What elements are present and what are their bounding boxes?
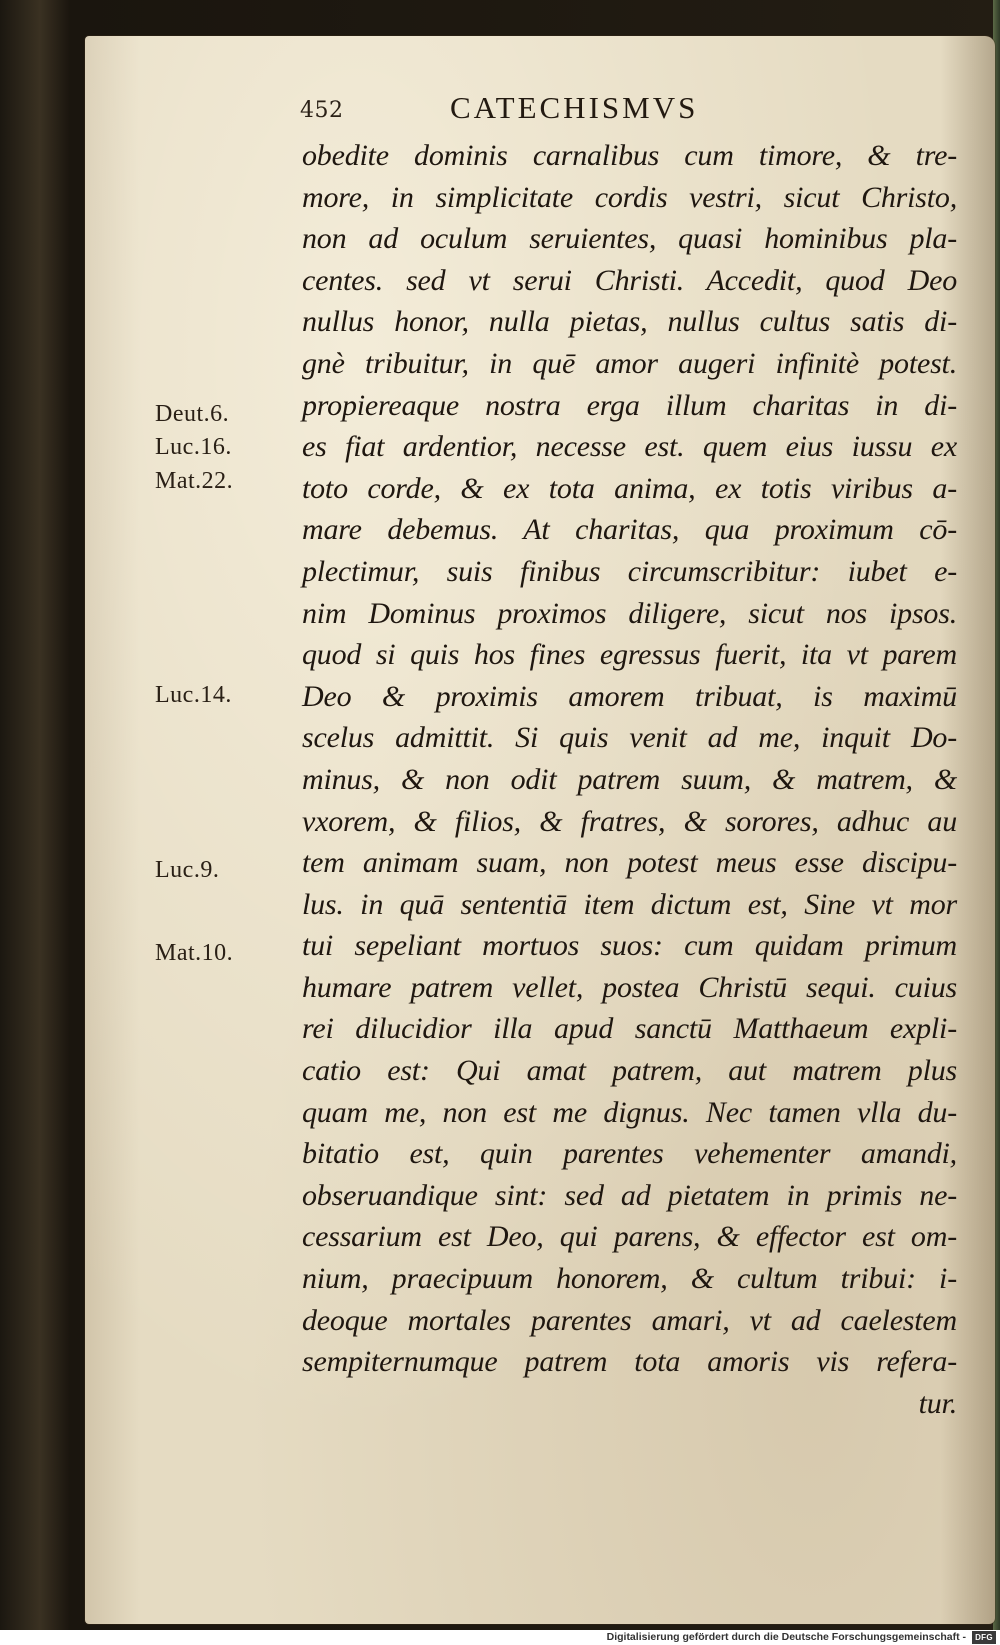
body-line: rei dilucidior illa apud sanctū Matthaeum expli- bbox=[302, 1012, 957, 1046]
body-line: plectimur, suis finibus circumscribitur: iubet e- bbox=[302, 554, 957, 588]
body-line: nium, praecipuum honorem, & cultum tribui: i- bbox=[302, 1262, 957, 1296]
page-number: 452 bbox=[300, 98, 344, 123]
margin-note: Luc.16. bbox=[155, 434, 232, 461]
funding-credit: Digitalisierung gefördert durch die Deutsche Forschungsgemeinschaft - bbox=[606, 1631, 966, 1643]
body-line: gnè tribuitur, in quē amor augeri infinitè potest. bbox=[302, 346, 957, 380]
body-line: sempiternumque patrem tota amoris vis refera- bbox=[302, 1345, 957, 1379]
body-line: quod si quis hos fines egressus fuerit, ita vt parem bbox=[302, 638, 957, 672]
body-line: quam me, non est me dignus. Nec tamen vlla du- bbox=[302, 1095, 957, 1129]
body-line: minus, & non odit patrem suum, & matrem, & bbox=[302, 762, 957, 796]
dfg-logo: DFG bbox=[972, 1631, 996, 1644]
body-line: tem animam suam, non potest meus esse discipu- bbox=[302, 846, 957, 880]
body-line: nullus honor, nulla pietas, nullus cultus satis di- bbox=[302, 305, 957, 339]
margin-note: Mat.10. bbox=[155, 939, 234, 966]
body-line: es fiat ardentior, necesse est. quem eius iussu ex bbox=[302, 430, 957, 464]
body-line: nim Dominus proximos diligere, sicut nos ipsos. bbox=[302, 596, 957, 630]
body-line: obedite dominis carnalibus cum timore, & tre- bbox=[302, 139, 957, 172]
margin-note: Deut.6. bbox=[155, 401, 230, 427]
body-line: more, in simplicitate cordis vestri, sicut Christo, bbox=[302, 180, 957, 214]
body-line: non ad oculum seruientes, quasi hominibus pla- bbox=[302, 222, 957, 256]
body-line: tur. bbox=[918, 1386, 957, 1420]
body-line: centes. sed vt serui Christi. Accedit, quod Deo bbox=[302, 263, 957, 297]
body-line: cessarium est Deo, qui parens, & effector est om- bbox=[302, 1220, 957, 1254]
body-line: Deo & proximis amorem tribuat, is maximū bbox=[302, 679, 957, 713]
body-line: obseruandique sint: sed ad pietatem in primis ne- bbox=[302, 1178, 957, 1212]
body-line: humare patrem vellet, postea Christū sequi. cuius bbox=[302, 970, 957, 1004]
margin-note: Mat.22. bbox=[155, 467, 234, 494]
body-line: catio est: Qui amat patrem, aut matrem plus bbox=[302, 1054, 957, 1088]
body-line: mare debemus. At charitas, qua proximum cō- bbox=[302, 513, 957, 547]
body-line: tui sepeliant mortuos suos: cum quidam primum bbox=[302, 929, 957, 963]
running-title: CATECHISMVS bbox=[450, 90, 699, 125]
body-line: deoque mortales parentes amari, vt ad caelestem bbox=[302, 1303, 957, 1337]
margin-note: Luc.9. bbox=[155, 856, 220, 883]
body-line: toto corde, & ex tota anima, ex totis viribus a- bbox=[302, 471, 957, 505]
body-line: scelus admittit. Si quis venit ad me, inquit Do- bbox=[302, 721, 957, 755]
body-text bbox=[302, 135, 957, 1424]
body-line: propiereaque nostra erga illum charitas in di- bbox=[302, 388, 957, 422]
body-line: bitatio est, quin parentes vehementer amandi, bbox=[302, 1137, 957, 1171]
page-header bbox=[300, 90, 900, 130]
body-line: vxorem, & filios, & fratres, & sorores, adhuc au bbox=[302, 804, 957, 838]
footer-bar bbox=[0, 1630, 1000, 1645]
body-line: lus. in quā sententiā item dictum est, Sine vt mor bbox=[302, 887, 957, 921]
margin-note: Luc.14. bbox=[155, 681, 232, 708]
